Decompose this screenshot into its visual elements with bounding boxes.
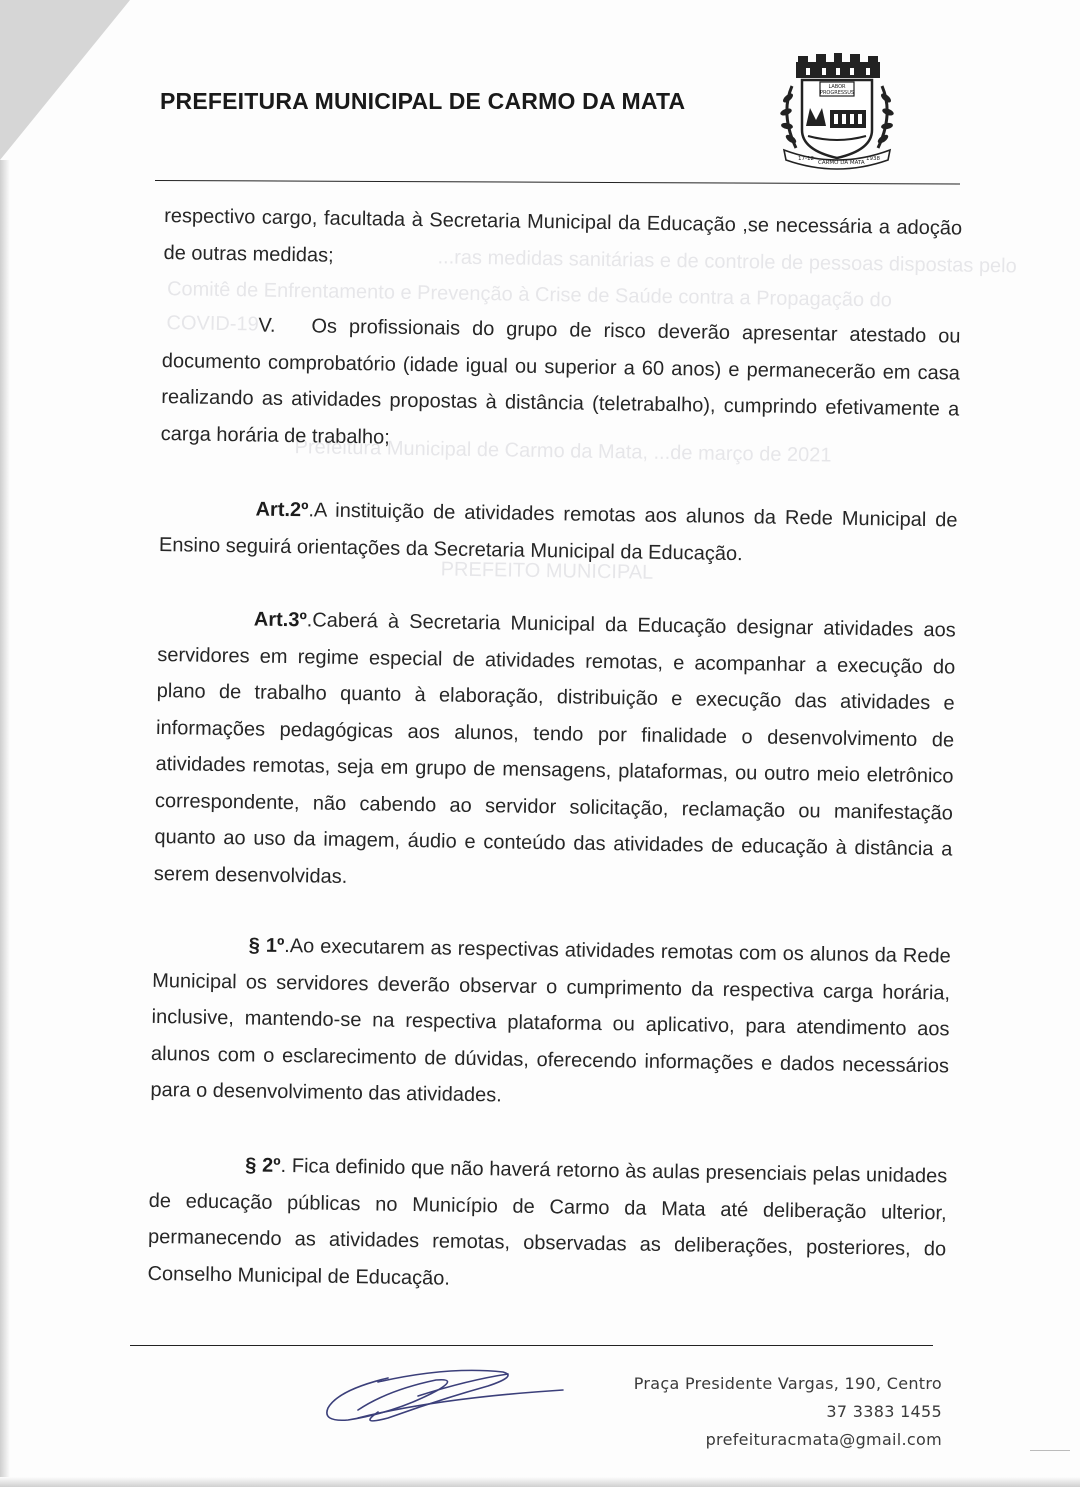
footer-margin-mark: [1030, 1450, 1070, 1451]
section-number: § 2º: [245, 1154, 281, 1177]
show-through-line: Prefeitura Municipal de Carmo da Mata, ...de março de 2021: [294, 436, 832, 467]
footer-divider: [130, 1345, 933, 1346]
paragraph-art-3: [154, 600, 956, 904]
paragraph-text: . Fica definido que não haverá retorno às aulas presenciais pelas unidades de educação públicas no Município de Carmo da Mata até deliberação ulterior, permanecendo as atividades remotas, observadas as deliberações, posteriores, do Conselho Municipal de Educação.: [147, 1154, 948, 1290]
article-number: Art.3º: [253, 608, 307, 632]
footer-phone: 37 3383 1455: [826, 1402, 942, 1421]
paragraph-text: Os profissionais do grupo de risco deverão apresentar atestado ou documento comprobatório (idade igual ou superior a 60 anos) e permanecerão em casa realizando as atividades propostas à distância (teletrabalho), cumprindo efetivamente a carga horária de trabalho;: [160, 315, 961, 449]
paragraph-text: .Ao executarem as respectivas atividades remotas com os alunos da Rede Municipal os servidores deverão observar o cumprimento da respectiva carga horária, inclusive, mantendo-se na respectiva plataforma ou aplicativo, para atendimento aos alunos com o esclarecimento de dúvidas, oferecendo informações e dados necessários para o desenvolvimento das atividades.: [150, 935, 951, 1107]
paragraph-number: V.: [258, 314, 276, 337]
svg-text:CARMO DA MATA: CARMO DA MATA: [818, 160, 865, 166]
svg-text:PROGRESSUS: PROGRESSUS: [819, 90, 855, 96]
handwritten-signature-icon: [318, 1360, 568, 1440]
footer-contact-block: [600, 1370, 942, 1454]
section-number: § 1º: [248, 934, 285, 958]
crest-date: 17-12: [798, 156, 814, 162]
footer-address: Praça Presidente Vargas, 190, Centro: [633, 1374, 942, 1393]
page-title: PREFEITURA MUNICIPAL DE CARMO DA MATA: [160, 88, 686, 114]
svg-text:LABOR: LABOR: [828, 84, 846, 90]
paragraph-text: .A instituição de atividades remotas aos alunos da Rede Municipal de Ensino seguirá orientações da Secretaria Municipal da Educação.: [158, 499, 958, 565]
footer-email: prefeituracmata@gmail.com: [705, 1430, 942, 1449]
show-through-line: Comitê de Enfrentamento e Prevenção à Crise de Saúde contra a Propagação do: [166, 278, 893, 312]
paragraph-art-2: [159, 490, 958, 576]
paragraph-continuation: [163, 198, 962, 284]
paragraph-item-v: [160, 306, 960, 465]
show-through-line: ...ras medidas sanitárias e de controle de pessoas dispostas pelo: [437, 246, 1017, 278]
paragraph-text: .Caberá à Secretaria Municipal da Educação designar atividades aos servidores em regime especial de atividades remotas, e acompanhar a execução do plano de trabalho quanto à elaboração, distribuição e execução das atividades e informações pedagógicas aos alunos, tendo por finalidade o desenvolvimento de atividades remotas, seja em grupo de mensagens, plataformas, ou outro meio eletrônico correspondente, não cabendo ao servidor solicitação, reclamação ou manifestação quanto ao uso da imagem, áudio e conteúdo das atividades de educação à distância a serem desenvolvidas.: [153, 609, 956, 888]
paragraph-text: respectivo cargo, facultada à Secretaria Municipal da Educação ,se necessária a adoção de outras medidas;: [163, 205, 963, 267]
paragraph-section-2: [147, 1146, 947, 1305]
article-number: Art.2º: [255, 498, 309, 522]
paragraph-section-1: [150, 926, 951, 1121]
show-through-line: PREFEITO MUNICIPAL: [440, 558, 654, 584]
svg-text:1938: 1938: [866, 156, 880, 162]
show-through-line: COVID-19: [166, 312, 259, 336]
